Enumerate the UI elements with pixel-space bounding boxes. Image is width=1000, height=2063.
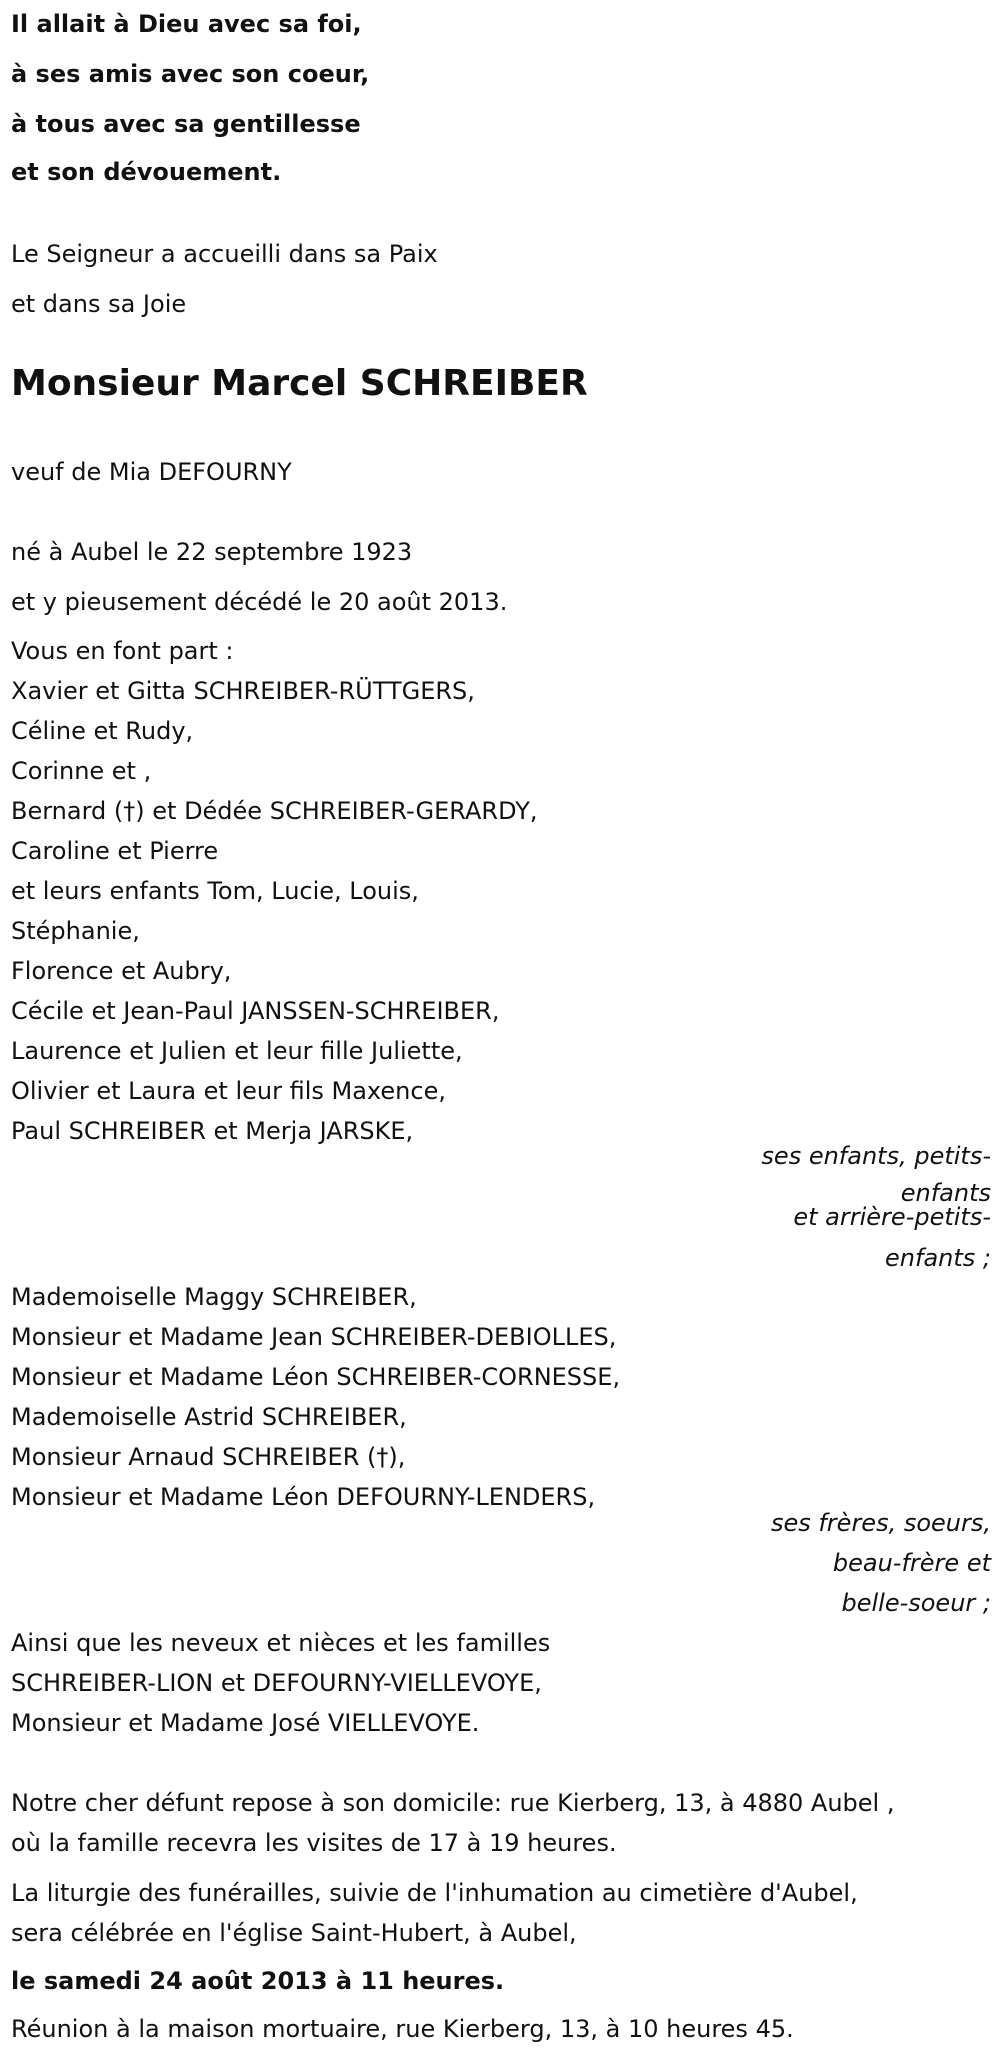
children-line: Xavier et Gitta SCHREIBER-RÜTTGERS, (11, 677, 475, 705)
spouse-line: veuf de Mia DEFOURNY (11, 458, 292, 486)
reunion-line: Réunion à la maison mortuaire, rue Kierberg, 13, à 10 heures 45. (11, 2015, 794, 2043)
repose-line: Notre cher défunt repose à son domicile: rue Kierberg, 13, à 4880 Aubel , (11, 1789, 895, 1817)
siblings-role-line: beau-frère et (832, 1549, 991, 1577)
children-line: Laurence et Julien et leur fille Juliette, (11, 1037, 463, 1065)
death-line: et y pieusement décédé le 20 août 2013. (11, 588, 508, 616)
deceased-name: Monsieur Marcel SCHREIBER (11, 363, 588, 404)
children-line: Cécile et Jean-Paul JANSSEN-SCHREIBER, (11, 997, 500, 1025)
siblings-role-line: ses frères, soeurs, (770, 1509, 991, 1537)
sibling-line: Monsieur et Madame Léon SCHREIBER-CORNESSE, (11, 1363, 621, 1391)
seigneur-line: et dans sa Joie (11, 290, 187, 318)
liturgie-line: La liturgie des funérailles, suivie de l'inhumation au cimetière d'Aubel, (11, 1879, 858, 1907)
children-line: Bernard (†) et Dédée SCHREIBER-GERARDY, (11, 797, 538, 825)
sibling-line: Monsieur et Madame Jean SCHREIBER-DEBIOLLES, (11, 1323, 617, 1351)
children-role-line: enfants ; (885, 1244, 991, 1272)
children-line: Olivier et Laura et leur fils Maxence, (11, 1077, 446, 1105)
sibling-line: Mademoiselle Maggy SCHREIBER, (11, 1283, 417, 1311)
liturgie-line: sera célébrée en l'église Saint-Hubert, à Aubel, (11, 1919, 577, 1947)
children-line: Stéphanie, (11, 917, 140, 945)
birth-line: né à Aubel le 22 septembre 1923 (11, 538, 413, 566)
siblings-role-line: belle-soeur ; (841, 1589, 991, 1617)
children-line: Paul SCHREIBER et Merja JARSKE, (11, 1117, 414, 1145)
intro-line: à tous avec sa gentillesse (11, 110, 361, 138)
others-line: Monsieur et Madame José VIELLEVOYE. (11, 1709, 480, 1737)
intro-line: Il allait à Dieu avec sa foi, (11, 10, 362, 38)
intro-line: et son dévouement. (11, 158, 282, 186)
intro-line: à ses amis avec son coeur, (11, 60, 370, 88)
children-role-line: ses enfants, petits- (761, 1142, 991, 1170)
repose-line: où la famille recevra les visites de 17 à 19 heures. (11, 1829, 617, 1857)
children-line: Florence et Aubry, (11, 957, 232, 985)
children-line: Céline et Rudy, (11, 717, 194, 745)
others-line: Ainsi que les neveux et nièces et les familles (11, 1629, 551, 1657)
children-role-line: et arrière-petits- (793, 1203, 991, 1231)
children-line: Caroline et Pierre (11, 837, 219, 865)
seigneur-line: Le Seigneur a accueilli dans sa Paix (11, 240, 438, 268)
sibling-line: Monsieur Arnaud SCHREIBER (†), (11, 1443, 406, 1471)
children-line: Corinne et , (11, 757, 152, 785)
sibling-line: Monsieur et Madame Léon DEFOURNY-LENDERS, (11, 1483, 596, 1511)
sibling-line: Mademoiselle Astrid SCHREIBER, (11, 1403, 407, 1431)
others-line: SCHREIBER-LION et DEFOURNY-VIELLEVOYE, (11, 1669, 542, 1697)
announce-line: Vous en font part : (11, 637, 234, 665)
children-line: et leurs enfants Tom, Lucie, Louis, (11, 877, 419, 905)
funeral-date: le samedi 24 août 2013 à 11 heures. (11, 1967, 505, 1995)
children-role-line: enfants (900, 1179, 991, 1207)
